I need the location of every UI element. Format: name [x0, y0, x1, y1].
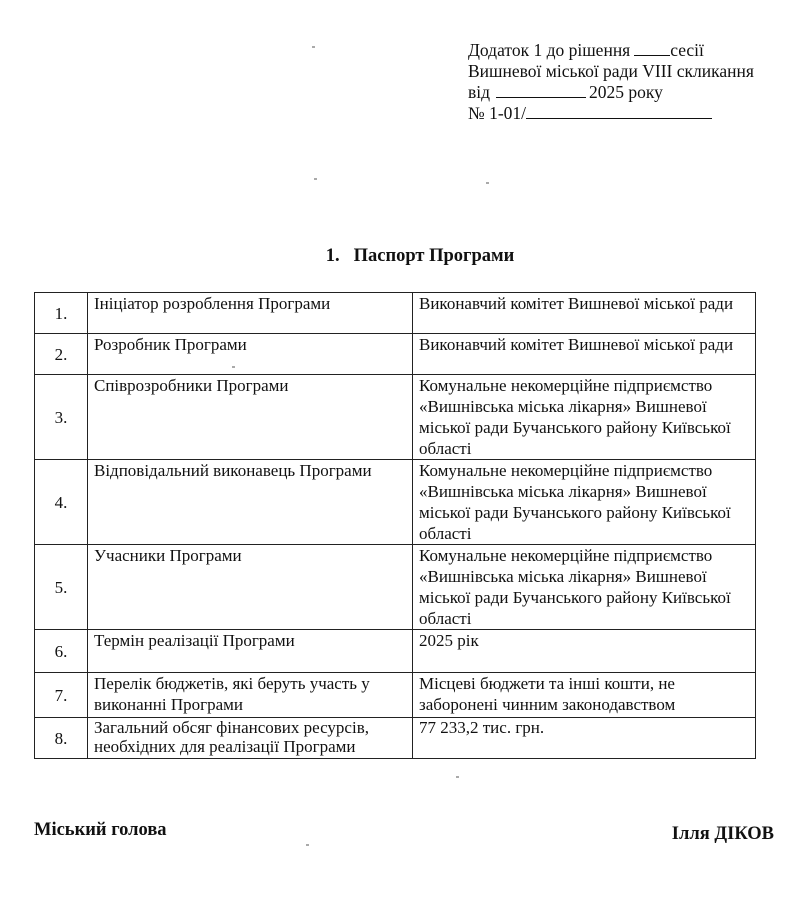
row-label: Перелік бюджетів, які беруть участь у виконанні Програми — [88, 673, 413, 718]
section-number: 1. — [325, 246, 340, 266]
annex-line-1 — [468, 40, 754, 61]
row-number: 5. — [35, 545, 88, 630]
row-label: Співрозробники Програми — [88, 375, 413, 460]
row-label: Термін реалізації Програми — [88, 630, 413, 673]
row-number: 8. — [35, 718, 88, 759]
annex-date-label: від — [468, 82, 491, 102]
scan-speck — [306, 844, 309, 846]
annex-line-3 — [468, 82, 754, 103]
row-number: 2. — [35, 334, 88, 375]
table-row — [35, 334, 756, 375]
row-label: Учасники Програми — [88, 545, 413, 630]
annex-number-label: № 1-01/ — [468, 103, 527, 123]
annex-year: 2025 року — [589, 82, 663, 102]
signature-name: Ілля ДІКОВ — [671, 824, 774, 844]
row-number: 1. — [35, 293, 88, 334]
row-number: 7. — [35, 673, 88, 718]
scan-speck — [456, 776, 459, 778]
row-value: Комунальне некомерційне підприємство «Вишнівська міська лікарня» Вишневої міської ради Бучанського району Київської області — [413, 375, 756, 460]
row-number: 3. — [35, 375, 88, 460]
program-passport-table — [34, 292, 756, 759]
row-value: Виконавчий комітет Вишневої міської ради — [413, 293, 756, 334]
row-label: Розробник Програми — [88, 334, 413, 375]
table-row — [35, 460, 756, 545]
row-label: Ініціатор розроблення Програми — [88, 293, 413, 334]
row-value: 2025 рік — [413, 630, 756, 673]
annex-header — [468, 40, 754, 124]
section-title — [0, 246, 800, 267]
row-value: Комунальне некомерційне підприємство «Вишнівська міська лікарня» Вишневої міської ради Бучанського району Київської області — [413, 545, 756, 630]
row-number: 4. — [35, 460, 88, 545]
scan-speck — [314, 178, 317, 180]
row-value: Місцеві бюджети та інші кошти, не заборонені чинним законодавством — [413, 673, 756, 718]
scan-speck — [312, 46, 315, 48]
row-label: Відповідальний виконавець Програми — [88, 460, 413, 545]
annex-line-2: Вишневої міської ради VIII скликання — [468, 61, 754, 81]
table-row — [35, 293, 756, 334]
annex-line-4 — [468, 103, 754, 124]
table-row — [35, 375, 756, 460]
table-row — [35, 630, 756, 673]
signature-position: Міський голова — [34, 820, 167, 840]
table-row — [35, 545, 756, 630]
scan-speck — [486, 182, 489, 184]
row-label: Загальний обсяг фінансових ресурсів, необхідних для реалізації Програми — [88, 718, 413, 759]
annex-decision-label: Додаток 1 до рішення — [468, 40, 631, 60]
scan-speck — [232, 366, 235, 368]
number-blank — [526, 104, 712, 119]
date-blank — [496, 83, 586, 98]
row-value: Виконавчий комітет Вишневої міської ради — [413, 334, 756, 375]
session-number-blank — [634, 41, 670, 56]
table-row — [35, 718, 756, 759]
table-row — [35, 673, 756, 718]
annex-session-label: сесії — [670, 40, 704, 60]
row-number: 6. — [35, 630, 88, 673]
row-value: 77 233,2 тис. грн. — [413, 718, 756, 759]
row-value: Комунальне некомерційне підприємство «Вишнівська міська лікарня» Вишневої міської ради Бучанського району Київської області — [413, 460, 756, 545]
section-title-text: Паспорт Програми — [353, 246, 515, 266]
